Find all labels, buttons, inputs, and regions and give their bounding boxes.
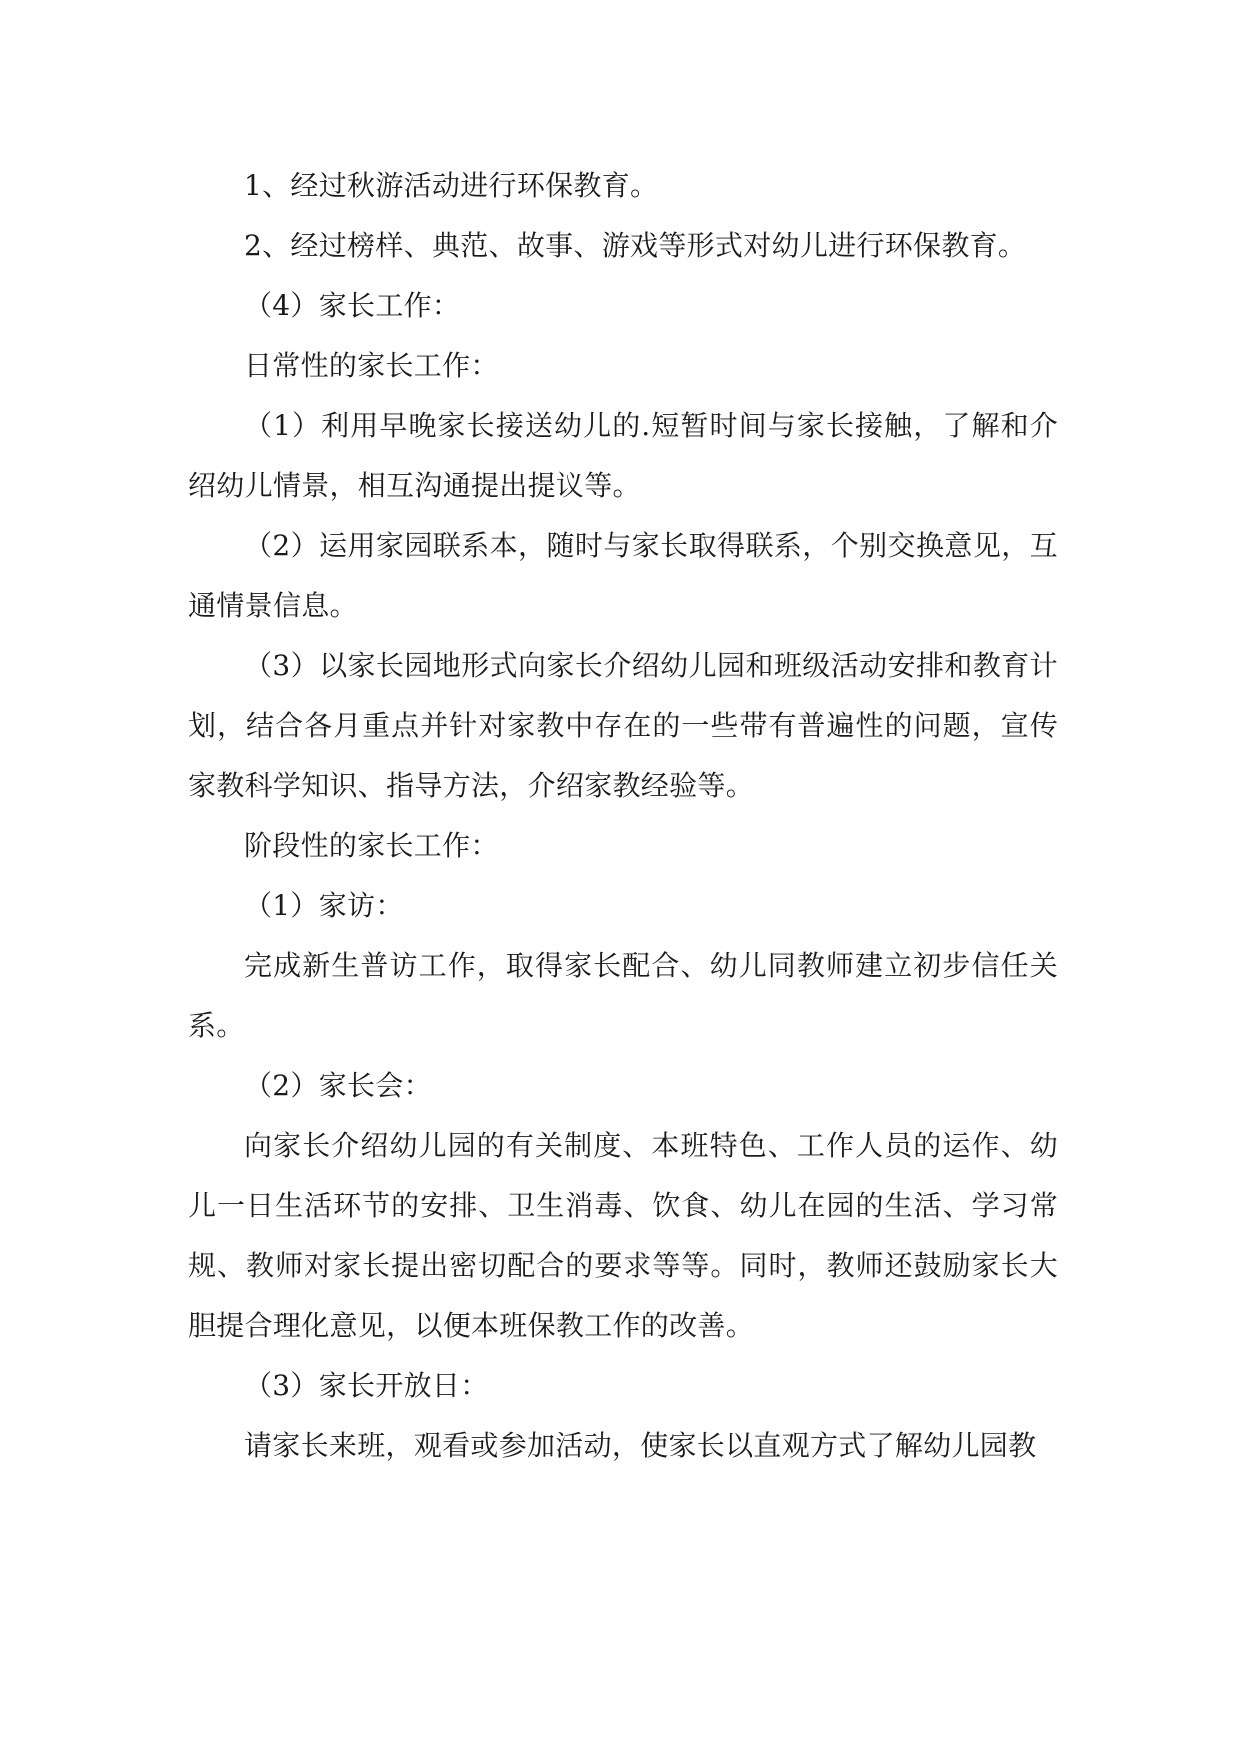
- paragraph-parent-meeting: 向家长介绍幼儿园的有关制度、本班特色、工作人员的运作、幼儿一日生活环节的安排、卫生消毒、饮食、幼儿在园的生活、学习常规、教师对家长提出密切配合的要求等等。同时，教师还鼓励家长大胆提合理化意见，以便本班保教工作的改善。: [188, 1129, 1058, 1342]
- heading-home-visit: （1）家访：: [244, 889, 404, 922]
- section-heading-parent-work: （4）家长工作：: [244, 289, 461, 322]
- paragraph-daily-1: （1）利用早晚家长接送幼儿的.短暂时间与家长接触，了解和介绍幼儿情景，相互沟通提出提议等。: [188, 409, 1058, 502]
- subheading-daily-parent-work: 日常性的家长工作：: [244, 349, 499, 382]
- paragraph-item-2-role-models: 2、经过榜样、典范、故事、游戏等形式对幼儿进行环保教育。: [244, 229, 1027, 262]
- paragraph-home-visit: 完成新生普访工作，取得家长配合、幼儿同教师建立初步信任关系。: [188, 949, 1058, 1042]
- paragraph-item-1-autumn-trip: 1、经过秋游活动进行环保教育。: [244, 169, 659, 202]
- subheading-periodic-parent-work: 阶段性的家长工作：: [244, 829, 499, 862]
- heading-parent-meeting: （2）家长会：: [244, 1069, 432, 1102]
- paragraph-daily-3: （3）以家长园地形式向家长介绍幼儿园和班级活动安排和教育计划，结合各月重点并针对家教中存在的一些带有普遍性的问题，宣传家教科学知识、指导方法，介绍家教经验等。: [188, 649, 1058, 802]
- document-body: [188, 156, 1058, 1476]
- heading-open-day: （3）家长开放日：: [244, 1369, 489, 1402]
- paragraph-open-day: 请家长来班，观看或参加活动，使家长以直观方式了解幼儿园教: [244, 1429, 1037, 1462]
- paragraph-daily-2: （2）运用家园联系本，随时与家长取得联系，个别交换意见，互通情景信息。: [188, 529, 1058, 622]
